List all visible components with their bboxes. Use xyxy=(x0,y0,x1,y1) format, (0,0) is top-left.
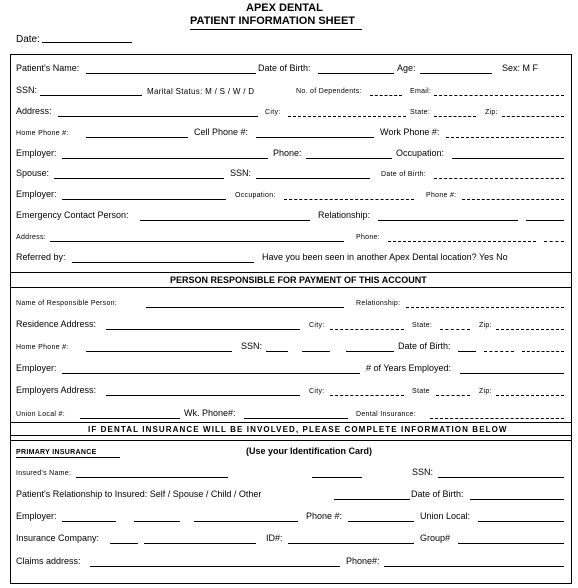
employers-state-field[interactable] xyxy=(436,395,470,396)
years-employed-label: # of Years Employed: xyxy=(366,363,452,373)
employer-phone-field[interactable] xyxy=(306,158,392,159)
spouse-occupation-label: Occupation: xyxy=(235,192,276,199)
patient-state-label: State: xyxy=(410,109,431,116)
form-border-bottom xyxy=(10,583,572,584)
responsible-top-rule xyxy=(10,272,572,273)
seen-before-question: Have you been seen in another Apex Dental location? Yes No xyxy=(262,252,508,262)
relationship-to-insured-label: Patient's Relationship to Insured: Self / Spouse / Child / Other xyxy=(16,489,262,499)
responsible-ssn-label: SSN: xyxy=(241,341,263,351)
patient-ssn-label: SSN: xyxy=(16,85,38,95)
claims-phone-label: Phone#: xyxy=(346,556,380,566)
emergency-contact-label: Emergency Contact Person: xyxy=(16,210,129,220)
relationship-other-field[interactable] xyxy=(334,499,410,500)
insured-name-field-2[interactable] xyxy=(312,477,362,478)
insurance-banner: IF DENTAL INSURANCE WILL BE INVOLVED, PLEASE COMPLETE INFORMATION BELOW xyxy=(88,425,508,434)
emergency-relationship-field-2[interactable] xyxy=(526,220,564,221)
home-phone-label: Home Phone #: xyxy=(16,130,69,137)
dependents-label: No. of Dependents: xyxy=(296,88,362,95)
spouse-field[interactable] xyxy=(54,178,224,179)
patient-name-label: Patient's Name: xyxy=(16,63,80,73)
dental-insurance-label: Dental Insurance: xyxy=(356,411,416,418)
patient-dob-field[interactable] xyxy=(318,73,394,74)
spouse-ssn-label: SSN: xyxy=(230,168,252,178)
patient-state-field[interactable] xyxy=(434,116,476,117)
marital-status-label: Marital Status: M / S / W / D xyxy=(147,87,255,96)
home-phone-field[interactable] xyxy=(86,137,188,138)
insured-ssn-label: SSN: xyxy=(412,467,434,477)
emergency-relationship-field[interactable] xyxy=(378,220,518,221)
wk-phone-label: Wk. Phone#: xyxy=(184,408,236,418)
cell-phone-label: Cell Phone #: xyxy=(194,127,249,137)
spouse-phone-label: Phone #: xyxy=(426,192,457,199)
union-local-label: Union Local #: xyxy=(16,411,65,418)
employers-city-label: City: xyxy=(309,388,325,395)
responsible-dob-label: Date of Birth: xyxy=(398,341,451,351)
employers-zip-field[interactable] xyxy=(496,395,564,396)
occupation-field[interactable] xyxy=(452,158,564,159)
spouse-employer-field[interactable] xyxy=(62,199,226,200)
insured-employer-field-1[interactable] xyxy=(62,521,116,522)
responsible-ssn-field-3[interactable] xyxy=(346,351,394,352)
patient-address-field[interactable] xyxy=(58,116,258,117)
union-local-field[interactable] xyxy=(80,418,180,419)
employers-city-field[interactable] xyxy=(330,395,404,396)
spouse-employer-label: Employer: xyxy=(16,189,57,199)
primary-insurance-underline xyxy=(16,457,120,458)
spouse-phone-field[interactable] xyxy=(462,199,564,200)
residence-address-label: Residence Address: xyxy=(16,319,97,329)
patient-age-field[interactable] xyxy=(420,73,492,74)
responsible-relationship-label: Relationship: xyxy=(356,300,401,307)
responsible-dob-field-2[interactable] xyxy=(484,351,514,352)
insured-dob-field[interactable] xyxy=(470,499,564,500)
form-border-left xyxy=(10,54,11,583)
subtitle-underline xyxy=(190,29,362,30)
patient-city-field[interactable] xyxy=(288,116,406,117)
years-employed-field[interactable] xyxy=(460,373,564,374)
patient-zip-label: Zip: xyxy=(485,109,498,116)
insured-employer-field-3[interactable] xyxy=(194,521,298,522)
insurance-section-rule xyxy=(10,440,572,441)
responsible-name-field[interactable] xyxy=(146,307,344,308)
responsible-ssn-field-1[interactable] xyxy=(266,351,288,352)
form-subtitle: PATIENT INFORMATION SHEET xyxy=(190,15,355,27)
insured-ssn-field[interactable] xyxy=(438,477,564,478)
employers-address-field[interactable] xyxy=(106,395,300,396)
responsible-employer-field[interactable] xyxy=(62,373,360,374)
primary-insurance-heading: PRIMARY INSURANCE xyxy=(16,449,97,456)
patient-city-label: City: xyxy=(265,109,281,116)
claims-address-label: Claims address: xyxy=(16,556,81,566)
patient-age-label: Age: xyxy=(397,63,416,73)
insured-phone-label: Phone #: xyxy=(306,511,343,521)
date-field[interactable] xyxy=(42,42,132,43)
patient-sex-label: Sex: M F xyxy=(502,63,539,73)
insured-name-field[interactable] xyxy=(76,477,228,478)
dental-insurance-field[interactable] xyxy=(430,418,564,419)
patient-ssn-field[interactable] xyxy=(40,95,142,96)
emergency-phone-label: Phone: xyxy=(356,234,380,241)
claims-address-field[interactable] xyxy=(90,566,340,567)
insurance-id-label: ID#: xyxy=(266,533,283,543)
patient-zip-field[interactable] xyxy=(502,116,564,117)
union-local-insured-label: Union Local: xyxy=(420,511,471,521)
responsible-home-phone-field[interactable] xyxy=(86,351,232,352)
employers-zip-label: Zip: xyxy=(479,388,492,395)
dependents-field[interactable] xyxy=(370,95,402,96)
spouse-dob-label: Date of Birth: xyxy=(381,171,427,178)
referred-by-label: Referred by: xyxy=(16,252,66,262)
emergency-address-field[interactable] xyxy=(50,241,344,242)
insured-employer-field-2[interactable] xyxy=(134,521,180,522)
emergency-phone-field-2[interactable] xyxy=(544,241,564,242)
responsible-dob-field-3[interactable] xyxy=(522,351,564,352)
residence-city-label: City: xyxy=(309,322,325,329)
cell-phone-field[interactable] xyxy=(256,137,374,138)
form-title: APEX DENTAL xyxy=(246,2,323,14)
residence-zip-field[interactable] xyxy=(496,329,564,330)
work-phone-label: Work Phone #: xyxy=(380,127,440,137)
emergency-relationship-label: Relationship: xyxy=(318,210,371,220)
employers-state-label: State xyxy=(412,388,430,395)
insurance-company-label: Insurance Company: xyxy=(16,533,100,543)
form-border-right xyxy=(571,54,572,583)
id-card-note: (Use your Identification Card) xyxy=(246,446,373,456)
responsible-ssn-field-2[interactable] xyxy=(302,351,330,352)
wk-phone-field[interactable] xyxy=(244,418,348,419)
insurance-banner-top xyxy=(10,422,572,423)
responsible-home-phone-label: Home Phone #: xyxy=(16,344,69,351)
employer-label: Employer: xyxy=(16,148,57,158)
work-phone-field[interactable] xyxy=(446,137,564,138)
insured-dob-label: Date of Birth: xyxy=(411,489,464,499)
insurance-company-field-1[interactable] xyxy=(110,543,138,544)
emergency-phone-field[interactable] xyxy=(388,241,536,242)
employer-phone-label: Phone: xyxy=(273,148,302,158)
insured-name-label: Insured's Name: xyxy=(16,470,72,477)
emergency-contact-field[interactable] xyxy=(140,220,310,221)
referred-by-field[interactable] xyxy=(72,262,254,263)
claims-phone-field[interactable] xyxy=(384,566,564,567)
group-number-field[interactable] xyxy=(458,543,564,544)
responsible-name-label: Name of Responsible Person: xyxy=(16,300,118,307)
insurance-id-field[interactable] xyxy=(288,543,414,544)
date-label: Date: xyxy=(16,34,40,45)
employer-field[interactable] xyxy=(62,158,268,159)
email-field[interactable] xyxy=(434,95,564,96)
emergency-address-label: Address: xyxy=(16,234,47,241)
responsible-bottom-rule xyxy=(10,287,572,288)
responsible-dob-field-1[interactable] xyxy=(458,351,476,352)
insurance-banner-bottom xyxy=(10,435,572,436)
residence-state-field[interactable] xyxy=(440,329,470,330)
spouse-label: Spouse: xyxy=(16,168,50,178)
responsible-relationship-field[interactable] xyxy=(406,307,564,308)
residence-zip-label: Zip: xyxy=(479,322,492,329)
residence-state-label: State: xyxy=(412,322,433,329)
insured-phone-field[interactable] xyxy=(348,521,414,522)
spouse-dob-field[interactable] xyxy=(434,178,564,179)
union-local-insured-field[interactable] xyxy=(478,521,564,522)
patient-dob-label: Date of Birth: xyxy=(258,63,311,73)
insured-employer-label: Employer: xyxy=(16,511,57,521)
employers-address-label: Employers Address: xyxy=(16,385,97,395)
group-number-label: Group# xyxy=(420,533,451,543)
residence-city-field[interactable] xyxy=(330,329,404,330)
patient-name-field[interactable] xyxy=(86,73,256,74)
email-label: Email: xyxy=(410,88,432,95)
insurance-company-field-2[interactable] xyxy=(144,543,256,544)
responsible-employer-label: Employer: xyxy=(16,363,57,373)
residence-address-field[interactable] xyxy=(106,329,300,330)
patient-address-label: Address: xyxy=(16,106,52,116)
spouse-occupation-field[interactable] xyxy=(284,199,414,200)
spouse-ssn-field[interactable] xyxy=(256,178,370,179)
occupation-label: Occupation: xyxy=(396,148,445,158)
form-border-top xyxy=(10,54,572,55)
responsible-heading: PERSON RESPONSIBLE FOR PAYMENT OF THIS ACCOUNT xyxy=(170,275,427,285)
